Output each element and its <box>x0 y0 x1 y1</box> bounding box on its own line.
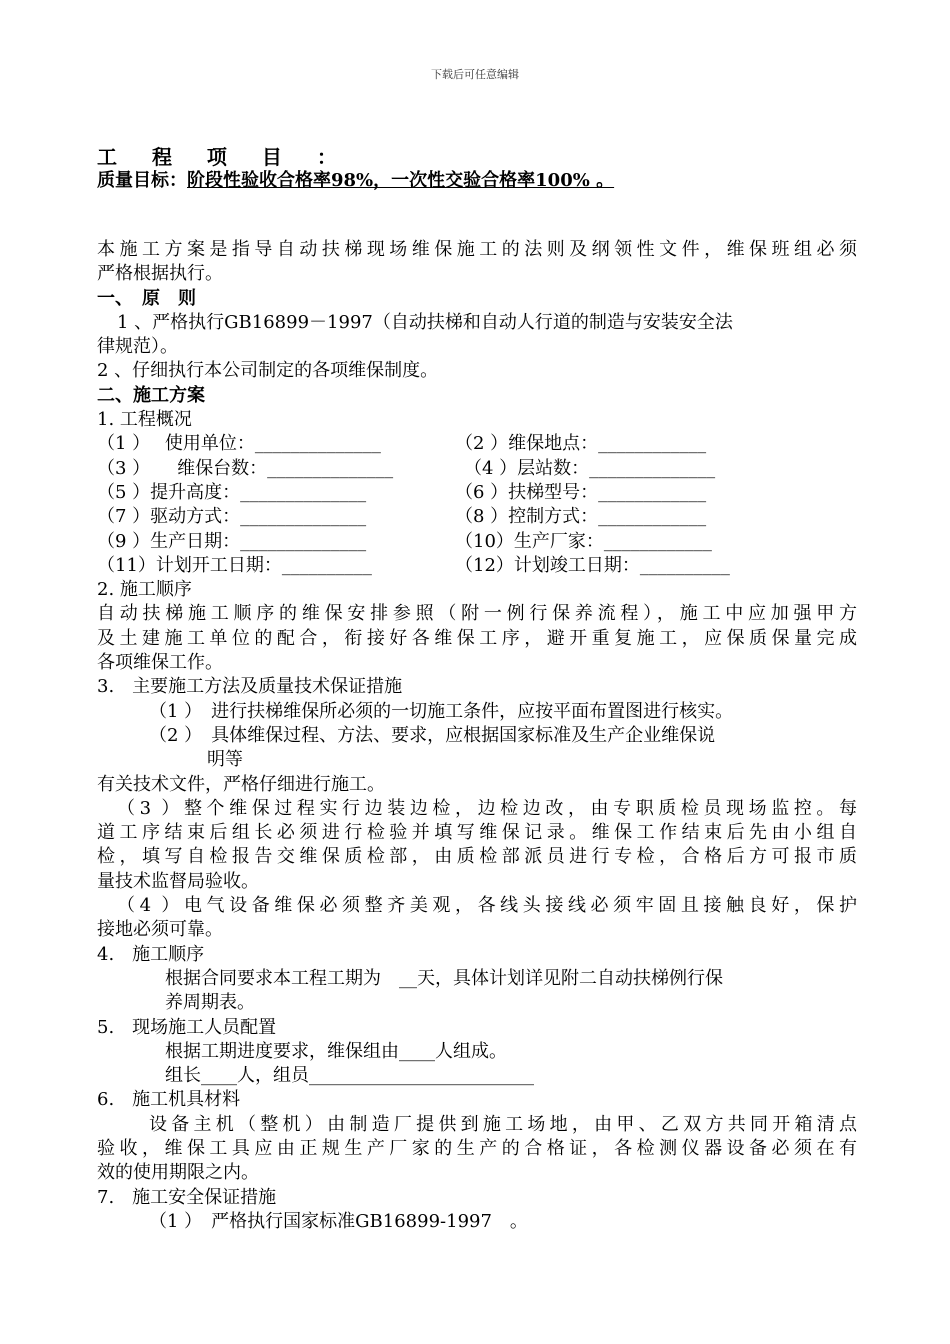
method-item: （2 ） 具体维保过程、方法、要求，应根据国家标准及生产企业维保说 <box>149 724 716 746</box>
paragraph-line: 自动扶梯施工顺序的维保安排参照（附一例行保养流程），施工中应加强甲方 <box>97 603 857 625</box>
quality-goal-text: 阶段性验收合格率98%，一次性交验合格率100% 。 <box>187 170 615 191</box>
method-item: （1 ） 进行扶梯维保所必须的一切施工条件，应按平面布置图进行核实。 <box>149 700 734 722</box>
principle-item: 1 、严格执行GB16899－1997（自动扶梯和自动人行道的制造与安装安全法 <box>117 311 733 333</box>
overview-field: （3 ） 维保台数：______________ <box>97 457 394 479</box>
principle-item: 2 、仔细执行本公司制定的各项维保制度。 <box>97 360 439 382</box>
method-item: 量技术监督局验收。 <box>97 870 259 892</box>
method-item: （3 ）整个维保过程实行边装边检，边检边改，由专职质检员现场监控。每 <box>117 797 857 819</box>
intro-line: 本施工方案是指导自动扶梯现场维保施工的法则及纲领性文件，维保班组必须 <box>97 239 857 260</box>
subsection-title: 3. 主要施工方法及质量技术保证措施 <box>97 676 403 698</box>
subsection-title: 7. 施工安全保证措施 <box>97 1186 277 1208</box>
safety-item: （1 ） 严格执行国家标准GB16899-1997 。 <box>149 1210 528 1232</box>
overview-field: （5 ）提升高度：______________ <box>97 481 367 503</box>
method-item: 检，填写自检报告交维保质检部，由质检部派员进行专检，合格后方可报市质 <box>97 846 857 868</box>
overview-field: （2 ）维保地点：____________ <box>455 433 707 455</box>
overview-field: （12）计划竣工日期：__________ <box>455 554 730 576</box>
overview-field: （6 ）扶梯型号：____________ <box>455 481 707 503</box>
paragraph-line: 验收，维保工具应由正规生产厂家的生产的合格证，各检测仪器设备必须在有 <box>97 1137 857 1159</box>
paragraph-line: 各项维保工作。 <box>97 652 223 674</box>
quality-goal <box>97 166 614 192</box>
overview-field: （1 ） 使用单位：______________ <box>97 433 381 455</box>
overview-field: （10）生产厂家：____________ <box>455 530 712 552</box>
method-item: 道工序结束后组长必须进行检验并填写维保记录。维保工作结束后先由小组自 <box>97 822 857 844</box>
overview-row <box>97 530 857 554</box>
project-title: 工 程 项 目 ： <box>97 145 351 169</box>
paragraph-line: 养周期表。 <box>165 992 255 1014</box>
overview-row <box>97 554 857 578</box>
paragraph-line: 组长____人，组员_________________________ <box>165 1065 534 1087</box>
paragraph-line: 根据工期进度要求，维保组由____人组成。 <box>165 1040 507 1062</box>
overview-row <box>97 481 857 505</box>
method-item: 接地必须可靠。 <box>97 919 223 941</box>
paragraph-line: 及土建施工单位的配合，衔接好各维保工序，避开重复施工，应保质保量完成 <box>97 627 857 649</box>
overview-field: （11）计划开工日期：__________ <box>97 554 372 576</box>
intro-line: 严格根据执行。 <box>97 263 223 285</box>
subsection-title: 2. 施工顺序 <box>97 579 192 601</box>
paragraph-line: 效的使用期限之内。 <box>97 1162 259 1184</box>
method-item: 明等 <box>207 749 243 771</box>
overview-row <box>97 505 857 529</box>
section-1-title: 一、 原 则 <box>97 287 196 309</box>
method-item: （4 ）电气设备维保必须整齐美观，各线头接线必须牢固且接触良好，保护 <box>117 895 857 917</box>
subsection-title: 6. 施工机具材料 <box>97 1089 241 1111</box>
principle-item: 律规范）。 <box>97 336 178 358</box>
overview-field: （9 ）生产日期：______________ <box>97 530 367 552</box>
quality-goal-label: 质量目标： <box>97 170 187 191</box>
overview-row <box>97 457 857 481</box>
overview-field: （4 ）层站数：______________ <box>455 457 716 479</box>
section-2-title: 二、施工方案 <box>97 384 205 406</box>
subsection-title: 4. 施工顺序 <box>97 943 205 965</box>
overview-field: （7 ）驱动方式：______________ <box>97 506 367 528</box>
paragraph-line: 设备主机（整机）由制造厂提供到施工场地，由甲、乙双方共同开箱清点 <box>149 1113 857 1135</box>
overview-field: （8 ）控制方式：____________ <box>455 506 707 528</box>
paragraph-line: 根据合同要求本工程工期为 __天，具体计划详见附二自动扶梯例行保 <box>165 967 723 989</box>
subsection-title: 1. 工程概况 <box>97 409 192 431</box>
method-item: 有关技术文件，严格仔细进行施工。 <box>97 773 385 795</box>
page-header: 下载后可任意编辑 <box>431 68 519 81</box>
overview-row <box>97 432 857 456</box>
document-body <box>97 238 857 1234</box>
subsection-title: 5. 现场施工人员配置 <box>97 1016 277 1038</box>
